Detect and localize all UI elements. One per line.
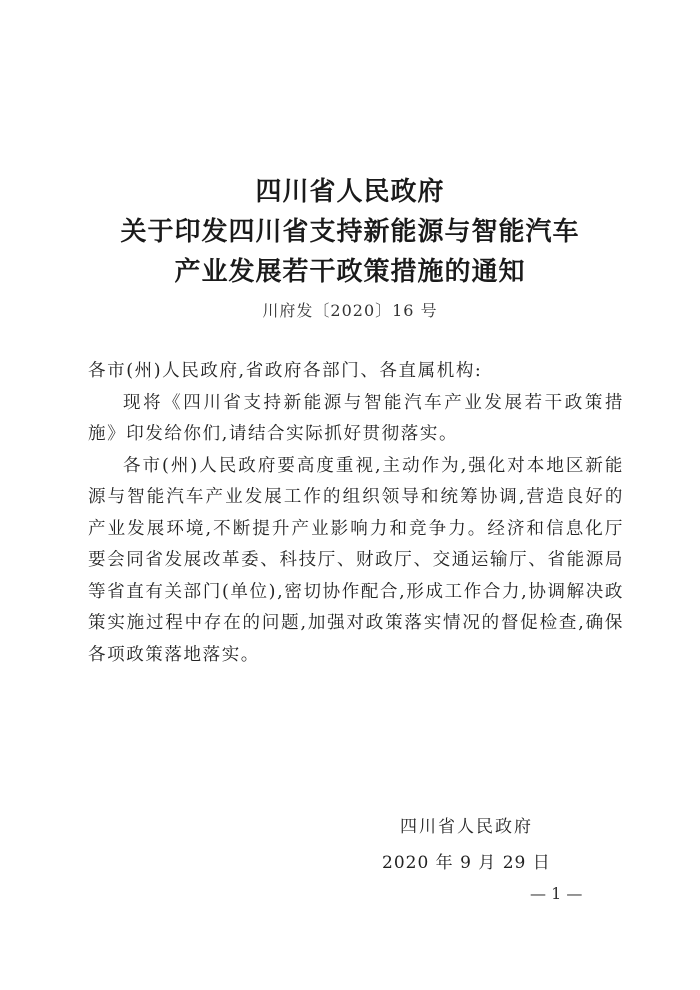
- title-line-2: 关于印发四川省支持新能源与智能汽车: [120, 217, 580, 247]
- document-title: [0, 172, 700, 292]
- title-line-3: 产业发展若干政策措施的通知: [174, 257, 526, 287]
- document-body: [88, 356, 624, 671]
- title-line-1: 四川省人民政府: [255, 177, 445, 207]
- issue-date: 2020 年 9 月 29 日: [382, 853, 551, 873]
- body-paragraph-1: 现将《四川省支持新能源与智能汽车产业发展若干政策措施》印发给你们,请结合实际抓好贯彻落实。: [88, 392, 624, 444]
- page-number: — 1 —: [530, 884, 583, 903]
- issuer-signature: 四川省人民政府: [400, 817, 533, 837]
- body-paragraph-2: 各市(州)人民政府要高度重视,主动作为,强化对本地区新能源与智能汽车产业发展工作的组织领导和统筹协调,营造良好的产业发展环境,不断提升产业影响力和竞争力。经济和信息化厅要会同省发展改革委、科技厅、财政厅、交通运输厅、省能源局等省直有关部门(单位),密切协作配合,形成工作合力,协调解决政策实施过程中存在的问题,加强对政策落实情况的督促检查,确保各项政策落地落实。: [88, 455, 624, 665]
- document-number: 川府发〔2020〕16 号: [262, 301, 438, 320]
- salutation: 各市(州)人民政府,省政府各部门、各直属机构:: [88, 361, 483, 381]
